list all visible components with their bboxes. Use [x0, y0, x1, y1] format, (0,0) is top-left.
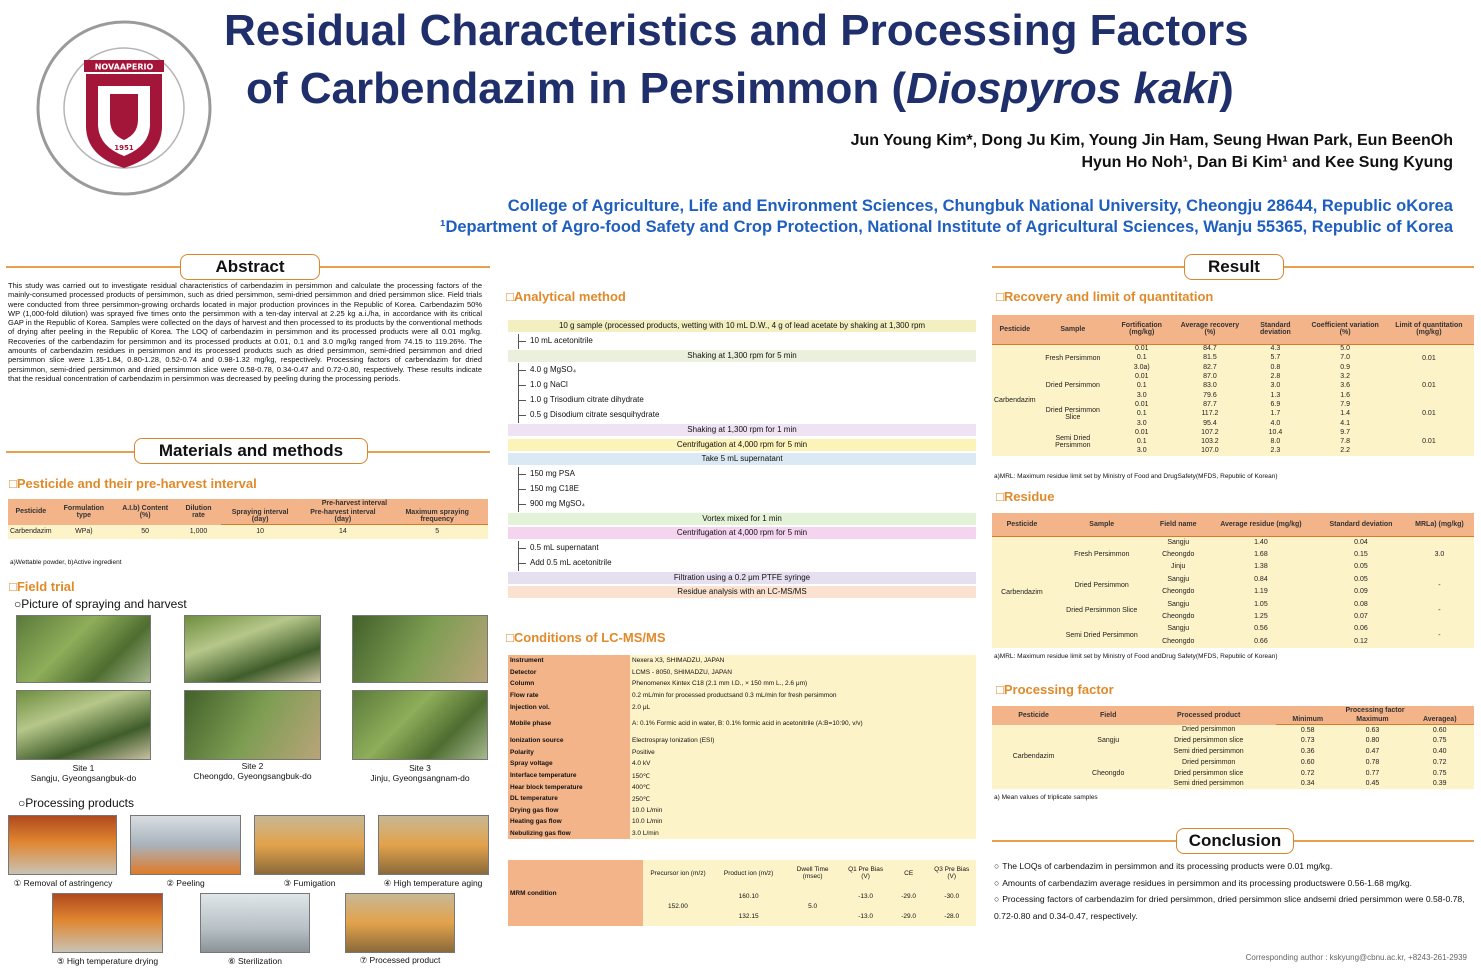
site1-spraying-photo	[16, 615, 151, 683]
process-caption-2: ② Peeling	[166, 878, 205, 888]
table-row: Jinju 1.38 0.05	[992, 561, 1474, 573]
site1-caption: Site 1 Sangju, Gyeongsangbuk-do	[30, 763, 137, 783]
field-trial-heading: □Field trial	[9, 579, 75, 594]
process-caption-7: ⑦ Processed product	[359, 955, 441, 965]
abstract-heading: Abstract	[180, 254, 320, 280]
flow-tick	[518, 415, 526, 416]
lc-conditions-table	[508, 655, 976, 839]
site2-spraying-photo	[184, 615, 321, 683]
flow-tick	[518, 385, 526, 386]
mrm-h-ce: CE	[890, 860, 928, 886]
flow-reagent-item: 4.0 g MgSO₄	[530, 365, 576, 374]
table-row: Semi dried persimmon 0.36 0.47 0.40	[992, 746, 1474, 757]
chungbuk-crest-icon	[14, 16, 234, 196]
bullet-icon: ○	[994, 894, 1000, 904]
table-row: 0.1 103.2 8.0 7.8	[992, 437, 1474, 446]
table-row: Semi dried persimmon 0.34 0.45 0.39	[992, 778, 1474, 789]
flow-step-bar: Centrifugation at 4,000 rpm for 5 min	[508, 439, 976, 451]
processing-products-heading: ○Processing products	[18, 796, 134, 810]
table-row: 132.15 -13.0 -29.0 -28.0	[508, 906, 976, 926]
table-row: Interface temperature 150℃	[508, 770, 976, 782]
processing-factor-table	[992, 706, 1474, 789]
flow-step-bar: Take 5 mL supernatant	[508, 453, 976, 465]
table-row: Heating gas flow 10.0 L/min	[508, 816, 976, 828]
astringency-photo	[8, 815, 117, 875]
table-row: Cheongdo 1.19 0.09	[992, 586, 1474, 598]
flow-step-bar: Residue analysis with an LC-MS/MS	[508, 586, 976, 598]
th-pesticide: Pesticide	[8, 499, 54, 525]
mrm-h-precursor: Precursor ion (m/z)	[643, 860, 714, 886]
picture-heading: ○Picture of spraying and harvest	[14, 597, 187, 611]
th-phi-day: Pre-harvest interval (day)	[299, 508, 386, 525]
table-row: Injection vol. 2.0 μL	[508, 701, 976, 713]
table-row: Polarity Positive	[508, 747, 976, 759]
pf-heading: □Processing factor	[996, 682, 1114, 697]
th-spraying-interval: Spraying interval (day)	[221, 508, 300, 525]
th-dilution: Dilution rate	[176, 499, 221, 525]
authors-line2: Hyun Ho Noh¹, Dan Bi Kim¹ and Kee Sung Kyung	[1081, 154, 1453, 171]
table-header-row: Minimum Maximum Averagea)	[992, 715, 1474, 725]
table-row: Carbendazim Fresh Persimmon Sangju 1.40 0.04 3.0	[992, 536, 1474, 548]
flow-tick	[518, 548, 526, 549]
site3-harvest-photo	[352, 690, 488, 760]
table-row: Drying gas flow 10.0 L/min	[508, 805, 976, 817]
analytical-flowchart	[508, 320, 976, 596]
mrm-precursor: 152.00	[643, 886, 714, 926]
th-ai-content: A.I.b) Content (%)	[114, 499, 176, 525]
flow-tick	[518, 341, 526, 342]
table-row: 3.0 79.6 1.3 1.6	[992, 390, 1474, 399]
site3-caption: Site 3 Jinju, Gyeongsangnam-do	[370, 763, 470, 783]
table-row: Nebulizing gas flow 3.0 L/min	[508, 828, 976, 840]
mrm-h-product: Product ion (m/z)	[713, 860, 784, 886]
abstract-text: This study was carried out to investigate residual characteristics of carbendazim in persimmon and calculate the processing factors of the mainly-consumed processed products of persimmon, such as dried persimmon, semi-dried persimmon and dried persimmon slice. Field trials were conducted from three persimmon-growing orchards located in major production provinces in the Republic of Korea. Carbendazim 50% WP (1,000-fold dilution) was sprayed five times onto the persimmon with a ten-day interval at 2.25 kg a.i./ha, in accordance with its critical GAP in the Republic of Korea. Samples were collected on the days of harvest and then processed to its products by the conventional methods of drying after peeling in the Republic of Korea. The LOQ of carbendazim in persimmon and its processed products were all 0.01 mg/kg. Recoveries of the carbendazim for persimmon and its processed products at 0.01, 0.1 and 3.0 mg/kg ranged from 74.15 to 119.26%. The amounts of carbendazim residues in persimmon and its processed products such as dried persimmon, semi-dried persimmon and dried persimmon slice were 1.35-1.84, 0.80-1.28, 0.52-0.74 and 0.98-1.32 mg/kg, respectively. Processing factors of carbendazim for dried persimmon, semi-dried persimmon and dried persimmon slice were 0.58-0.78, 0.34-0.47 and 0.72-0.80, respectively. These results indicate that the residual concentration of carbendazim in persimmon was decreased by peeling during the processing periods.	[8, 281, 482, 383]
mrm-table	[508, 860, 976, 926]
mrm-h-dwell: Dwell Time (msec)	[784, 860, 841, 886]
conclusion-list	[994, 858, 1472, 924]
site3-spraying-photo	[352, 615, 488, 683]
checkbox-marker-icon: □	[9, 476, 17, 491]
university-logo	[14, 16, 234, 196]
drying-photo	[52, 893, 163, 953]
flow-tick	[518, 489, 526, 490]
flow-reagent-item: 0.5 mL supernatant	[530, 542, 599, 552]
table-row: Ionization source Electrospray Ionization (ESI)	[508, 735, 976, 747]
title-line2-pre: of Carbendazim in Persimmon (	[246, 64, 907, 113]
table-row: Carbendazim Fresh Persimmon 0.01 84.7 4.3 5.0 0.01	[992, 344, 1474, 353]
table-header-row: Pesticide Sample Fortification (mg/kg) Average recovery (%) Standard deviation Coefficient variation (%) Limit of quantitation (mg/kg)	[992, 315, 1474, 344]
pesticide-table	[8, 499, 488, 539]
flow-tick	[518, 563, 526, 564]
sterilization-photo	[200, 893, 310, 953]
process-caption-3: ③ Fumigation	[283, 878, 336, 888]
fumigation-photo	[254, 815, 365, 875]
site1-harvest-photo	[16, 690, 151, 760]
table-row: Spray voltage 4.0 kV	[508, 758, 976, 770]
table-row: Dried persimmon slice 0.72 0.77 0.75	[992, 768, 1474, 779]
table-row: Flow rate 0.2 mL/min for processed productsand 0.3 mL/min for fresh persimmon	[508, 690, 976, 702]
flow-reagent-item: 150 mg C18E	[530, 483, 579, 493]
site2-harvest-photo	[184, 690, 321, 760]
table-row: Mobile phase A: 0.1% Formic acid in water, B: 0.1% formic acid in acetonitrile (A:B=10:90, v/v)	[508, 713, 976, 735]
table-row: 152.00 160.10 5.0 -13.0 -29.0 -30.0	[508, 886, 976, 906]
list-item: ○ The LOQs of carbendazim in persimmon and its processing products were 0.01 mg/kg.	[994, 861, 1333, 871]
title-species: Diospyros kaki	[906, 64, 1220, 113]
recovery-footnote: a)MRL: Maximum residue limit set by Ministry of Food and DrugSafety(MFDS, Republic of Korean)	[994, 473, 1278, 480]
table-row: Dried Persimmon Slice 0.01 87.7 6.9 7.9 0.01	[992, 400, 1474, 409]
table-row: 0.1 81.5 5.7 7.0	[992, 353, 1474, 362]
logo-motto: NOVAAPERIO	[94, 62, 154, 72]
th-max-frequency: Maximum spraying frequency	[386, 508, 488, 525]
site2-caption: Site 2 Cheongdo, Gyeongsangbuk-do	[193, 761, 312, 781]
affiliation-line1: College of Agriculture, Life and Environment Sciences, Chungbuk National University, Cheongju 28644, Republic oKorea	[507, 197, 1453, 215]
mrm-h-q3: Q3 Pre Bias (V)	[927, 860, 976, 886]
residue-heading: □Residue	[996, 489, 1055, 504]
bullet-icon: ○	[994, 861, 1000, 871]
th-formulation: Formulation type	[54, 499, 114, 525]
conclusion-heading: Conclusion	[1176, 828, 1294, 854]
table-row: 3.0 95.4 4.0 4.1	[992, 418, 1474, 427]
pesticide-footnote: a)Wettable powder, b)Active ingredient	[10, 559, 122, 566]
logo-year: 1951	[114, 144, 134, 152]
flow-tick	[518, 474, 526, 475]
table-row: Cheongdo 1.68 0.15	[992, 548, 1474, 560]
table-row: Dried Persimmon Slice Sangju 1.05 0.08 -	[992, 598, 1474, 610]
mrm-dwell: 5.0	[784, 886, 841, 926]
flow-reagent-item: Add 0.5 mL acetonitrile	[530, 557, 612, 567]
recovery-heading: □Recovery and limit of quantitation	[996, 289, 1214, 304]
table-row: Cheongdo 0.66 0.12	[992, 635, 1474, 647]
flow-step-bar: Vortex mixed for 1 min	[508, 513, 976, 525]
table-row: Semi Dried Persimmon 0.01 107.2 10.4 9.7 0.01	[992, 428, 1474, 437]
table-row: 0.1 83.0 3.0 3.6	[992, 381, 1474, 390]
pf-footnote: a) Mean values of triplicate samples	[994, 794, 1098, 801]
table-row: 0.1 117.2 1.7 1.4	[992, 409, 1474, 418]
table-row: Detector LCMS - 8050, SHIMADZU, JAPAN	[508, 667, 976, 679]
bullet-icon: ○	[994, 877, 1000, 888]
table-header-row: Pesticide Field Processed product Processing factor	[992, 706, 1474, 715]
table-row: Hear block temperature 400℃	[508, 781, 976, 793]
th-phi-group: Pre-harvest interval	[221, 499, 488, 508]
methods-heading: Materials and methods	[134, 438, 368, 464]
table-row: Cheongdo Dried persimmon 0.60 0.78 0.72	[992, 757, 1474, 768]
flow-reagent-item: 1.0 g NaCl	[530, 380, 568, 389]
table-header-row: Pesticide Sample Field name Average residue (mg/kg) Standard deviation MRLa) (mg/kg)	[992, 513, 1474, 536]
aging-photo	[378, 815, 489, 875]
flow-reagent-item: 0.5 g Disodium citrate sesquihydrate	[530, 410, 660, 419]
table-row: Semi Dried Persimmon Sangju 0.56 0.06 -	[992, 623, 1474, 635]
table-row: Cheongdo 1.25 0.07	[992, 610, 1474, 622]
peeling-photo	[130, 815, 241, 875]
product-photo	[345, 893, 455, 953]
flow-step-bar: Shaking at 1,300 rpm for 5 min	[508, 350, 976, 362]
process-caption-5: ⑤ High temperature drying	[56, 956, 159, 966]
table-row: 3.0a) 82.7 0.8 0.9	[992, 363, 1474, 372]
affiliation-line2: ¹Department of Agro-food Safety and Crop Protection, National Institute of Agricultural Sciences, Wanju 55365, Republic of Korea	[439, 218, 1453, 236]
table-row: Column Phenomenex Kintex C18 (2.1 mm I.D., × 150 mm L., 2.6 μm)	[508, 678, 976, 690]
table-row: Instrument Nexera X3, SHIMADZU, JAPAN	[508, 655, 976, 667]
residue-footnote: a)MRL: Maximum residue limit set by Ministry of Food andDrug Safety(MFDS, Republic of Korean)	[994, 653, 1278, 660]
result-heading: Result	[1184, 254, 1284, 280]
flow-reagent-item: 10 mL acetonitrile	[530, 335, 593, 345]
mrm-h-q1: Q1 Pre Bias (V)	[841, 860, 890, 886]
process-caption-1: ① Removal of astringency	[13, 878, 113, 888]
flow-step-bar: Shaking at 1,300 rpm for 1 min	[508, 424, 976, 436]
list-item: ○ Processing factors of carbendazim for dried persimmon, dried persimmon slice andsemi dried persimmon were 0.58-0.78, 0.72-0.80 and 0.34-0.47, respectively.	[994, 894, 1465, 921]
lc-heading: □Conditions of LC-MS/MS	[506, 630, 666, 645]
flow-reagent-item: 900 mg MgSO₄	[530, 498, 585, 508]
flow-step-bar: Centrifugation at 4,000 rpm for 5 min	[508, 527, 976, 539]
list-item: ○ Amounts of carbendazim average residues in persimmon and its processing productswere 0.56-1.68 mg/kg.	[994, 877, 1413, 888]
flow-reagent-item: 150 mg PSA	[530, 468, 575, 478]
flow-tick	[518, 504, 526, 505]
process-caption-6: ⑥ Sterilization	[228, 956, 282, 966]
flow-reagent-item: 1.0 g Trisodium citrate dihydrate	[530, 395, 644, 404]
flow-step-bar: Filtration using a 0.2 μm PTFE syringe	[508, 572, 976, 584]
poster-title-line2	[246, 64, 1234, 114]
poster-title-line1: Residual Characteristics and Processing Factors	[224, 6, 1249, 55]
table-row: Carbendazim Sangju Dried persimmon 0.58 0.63 0.60	[992, 725, 1474, 736]
title-line2-post: )	[1219, 64, 1234, 113]
corresponding-author: Corresponding author : kskyung@cbnu.ac.kr, +8243-261-2939	[1245, 953, 1467, 962]
table-row: Dried Persimmon Sangju 0.84 0.05 -	[992, 573, 1474, 585]
flow-tick	[518, 370, 526, 371]
mrm-label: MRM condition	[508, 860, 643, 926]
flow-step-bar: 10 g sample (processed products, wetting with 10 mL D.W., 4 g of lead acetate by shaking at 1,300 rpm	[508, 320, 976, 332]
residue-table	[992, 513, 1474, 648]
process-caption-4: ④ High temperature aging	[383, 878, 483, 888]
table-row: DL temperature 250℃	[508, 793, 976, 805]
flow-tick	[518, 400, 526, 401]
table-row: Carbendazim WPa) 50 1,000 10 14 5	[8, 525, 488, 539]
recovery-table	[992, 315, 1474, 456]
table-row: Dried persimmon slice 0.73 0.80 0.75	[992, 735, 1474, 746]
authors-line1: Jun Young Kim*, Dong Ju Kim, Young Jin Ham, Seung Hwan Park, Eun BeenOh	[850, 132, 1453, 149]
table-row: Dried Persimmon 0.01 87.0 2.8 3.2 0.01	[992, 372, 1474, 381]
pesticide-heading: □Pesticide and their pre-harvest interval	[9, 476, 257, 491]
table-row: 3.0 107.0 2.3 2.2	[992, 446, 1474, 455]
analytical-heading: □Analytical method	[506, 289, 626, 304]
